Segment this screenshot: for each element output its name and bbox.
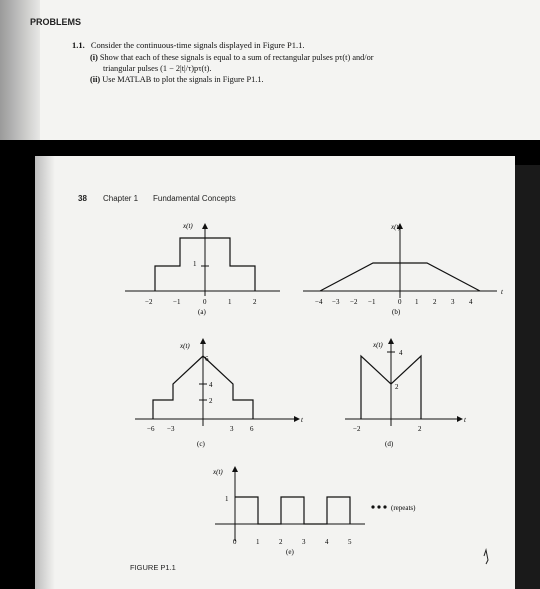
plot-c-ylabel-4: 4 [209,381,213,389]
plot-d-ylabel-2: 2 [395,383,399,391]
plot-b-xtick-m4: −4 [315,298,323,306]
repeat-dot-1 [371,505,374,508]
plot-e-xtick-4: 4 [325,538,329,546]
plot-d-tlabel: t [464,416,466,424]
pen-mark [484,550,488,564]
part-ii-text: Use MATLAB to plot the signals in Figure P1.1. [102,75,264,84]
problems-heading: PROBLEMS [30,17,82,27]
problem-1-1 [72,40,305,50]
plot-c-xtick-6: 6 [250,425,254,433]
plot-a [125,222,280,316]
plot-d-ylabel: x(t) [373,341,383,349]
plot-a-xtick-2: 2 [253,298,257,306]
plot-e-xtick-1: 1 [256,538,260,546]
plot-e-caption: (e) [286,548,294,556]
page-number: 38 [78,194,87,203]
chapter-title: Fundamental Concepts [153,194,236,203]
plot-e-xtick-3: 3 [302,538,306,546]
plot-c-xtick-3: 3 [230,425,234,433]
plot-e-xtick-5: 5 [348,538,352,546]
plot-b-xtick-1: 1 [415,298,419,306]
figure-p1-1 [35,156,515,589]
plot-d-ylabel-4: 4 [399,349,403,357]
plot-a-xtick-0: 0 [203,298,207,306]
plot-a-ylabel: x(t) [183,222,193,230]
plot-a-xtick-m2: −2 [145,298,153,306]
plot-a-ylabel-1: 1 [193,260,197,268]
plot-d-xtick-2: 2 [418,425,422,433]
figure-label: FIGURE P1.1 [130,563,176,572]
plot-c-tlabel: t [301,416,303,424]
plot-e-repeats-label: (repeats) [391,504,416,512]
plot-b-ylabel: x(t) [391,223,401,231]
plot-b-xtick-m3: −3 [332,298,340,306]
plot-e-xtick-2: 2 [279,538,283,546]
part-i-line2: triangular pulses (1 − 2|t|/τ)pτ(t). [103,64,212,73]
top-textbook-page [0,0,540,140]
plot-b-xtick-m2: −2 [350,298,358,306]
plot-c [135,341,304,448]
plot-b-xtick-0: 0 [398,298,402,306]
part-i-label: (i) [90,53,98,62]
problem-number: 1.1. [72,40,85,50]
plot-b [303,223,504,316]
plot-e-ylabel: x(t) [213,468,223,476]
plot-e-ylabel-1: 1 [225,495,229,503]
problem-text: Consider the continuous-time signals displayed in Figure P1.1. [90,40,305,50]
part-i-text1: Show that each of these signals is equal to a sum of rectangular pulses pτ(t) and/or [99,53,374,62]
plot-b-tlabel: t [501,288,503,296]
plot-d-caption: (d) [385,440,394,448]
plot-e-signal [235,497,350,524]
plot-c-ylabel-2: 2 [209,397,213,405]
plot-d [345,341,467,448]
chapter-label: Chapter 1 [103,194,139,203]
part-ii [90,75,264,84]
plot-b-xtick-2: 2 [433,298,437,306]
plot-b-xtick-3: 3 [451,298,455,306]
repeat-dot-2 [377,505,380,508]
plot-c-xtick-m6: −6 [147,425,155,433]
plot-c-ylabel-6: 6 [205,355,209,363]
plot-a-xtick-1: 1 [228,298,232,306]
plot-a-xtick-m1: −1 [173,298,181,306]
plot-e [212,468,416,556]
plot-c-ylabel: x(t) [180,342,190,350]
right-dark-edge [515,165,540,589]
plot-b-xtick-m1: −1 [368,298,376,306]
plot-d-xtick-m2: −2 [353,425,361,433]
plot-c-xtick-m3: −3 [167,425,175,433]
part-i-line1 [90,53,374,62]
part-ii-label: (ii) [90,75,101,84]
plot-b-xtick-4: 4 [469,298,473,306]
plot-b-caption: (b) [392,308,401,316]
repeat-dot-3 [383,505,386,508]
plot-a-caption: (a) [198,308,206,316]
main-textbook-page [35,156,515,589]
plot-e-xtick-0: 0 [233,538,237,546]
plot-c-caption: (c) [197,440,205,448]
